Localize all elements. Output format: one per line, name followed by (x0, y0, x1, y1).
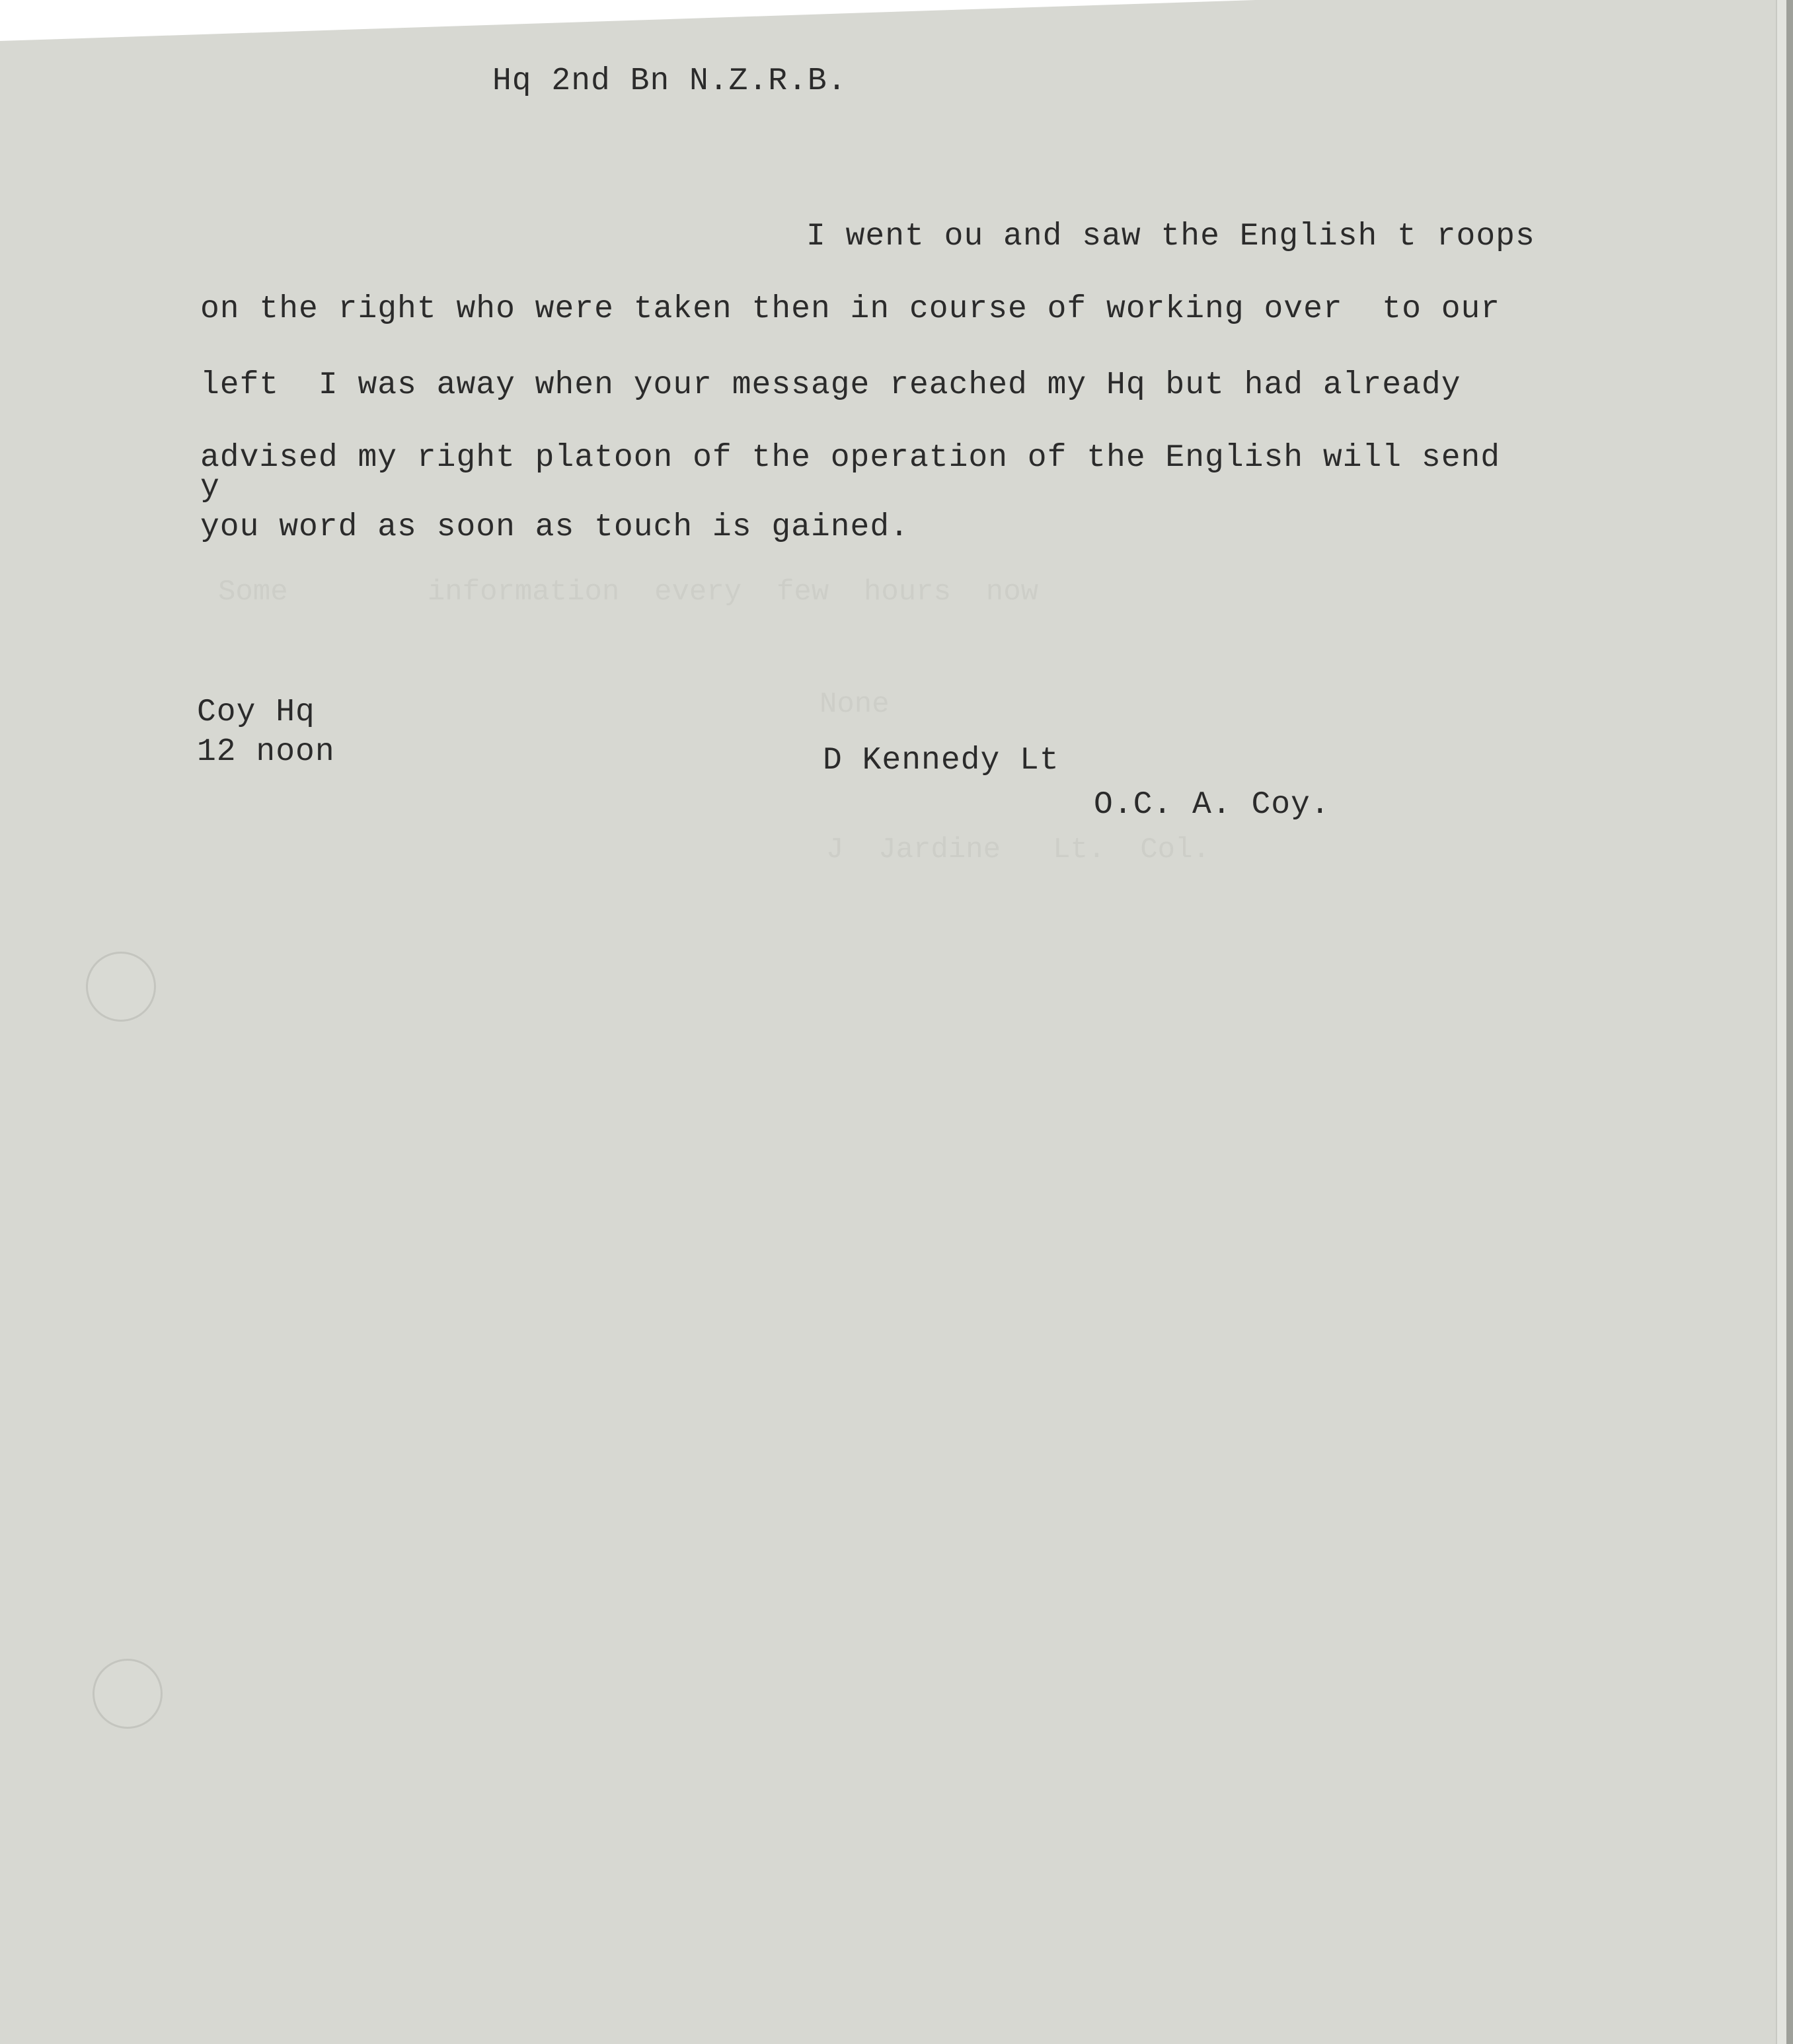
origin: Coy Hq (197, 695, 315, 730)
body-line-1: I went ou and saw the English t roops (806, 219, 1535, 254)
show-through-text: J Jardine Lt. Col. (826, 833, 1210, 866)
designation: O.C. A. Coy. (1094, 787, 1330, 823)
show-through-text: Some information every few hours now (218, 576, 1039, 609)
signature: D Kennedy Lt (823, 743, 1059, 778)
punch-hole-mark (93, 1659, 163, 1729)
page-shadow (1786, 0, 1793, 2044)
punch-hole-mark (86, 952, 156, 1022)
page-edge (1776, 0, 1786, 2044)
body-line-5: you word as soon as touch is gained. (200, 510, 909, 545)
letter-header: Hq 2nd Bn N.Z.R.B. (492, 63, 847, 99)
body-line-2: on the right who were taken then in course of working over to our (200, 291, 1501, 327)
correction-mark: y (200, 470, 220, 506)
body-line-3: left I was away when your message reached my Hq but had already (200, 367, 1461, 403)
body-line-4: advised my right platoon of the operation of the English will send (200, 440, 1501, 476)
time: 12 noon (197, 734, 335, 770)
show-through-text: None (820, 688, 890, 721)
